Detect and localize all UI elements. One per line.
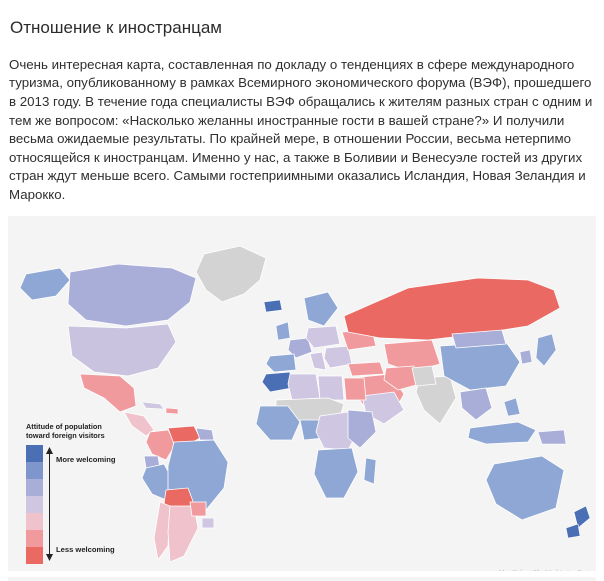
country-iberia xyxy=(266,354,296,372)
country-madagascar xyxy=(364,458,376,484)
legend-label-more-welcoming: More welcoming xyxy=(56,454,116,464)
country-uruguay xyxy=(202,518,214,528)
country-southern-africa xyxy=(314,448,358,498)
country-hispaniola xyxy=(166,408,178,414)
legend-title: Attitude of population toward foreign visitors xyxy=(26,421,105,440)
country-scandinavia xyxy=(304,292,338,326)
legend-swatch-5 xyxy=(26,513,43,530)
legend-swatch-2 xyxy=(26,462,43,479)
country-japan xyxy=(536,334,556,366)
country-united-states xyxy=(68,324,176,376)
legend-body xyxy=(26,445,138,563)
article-body xyxy=(0,56,604,205)
country-paraguay xyxy=(190,502,206,516)
country-egypt xyxy=(344,378,366,400)
country-germany-poland xyxy=(306,326,340,348)
country-morocco xyxy=(262,372,292,392)
country-alaska xyxy=(20,268,70,300)
country-korea xyxy=(520,350,532,364)
world-map[interactable] xyxy=(8,216,596,581)
country-indonesia xyxy=(468,422,536,444)
legend-swatch-3 xyxy=(26,479,43,496)
country-pakistan xyxy=(412,366,436,386)
country-papua-new-guinea xyxy=(538,430,566,444)
country-turkey xyxy=(348,362,384,376)
country-australia xyxy=(486,456,564,520)
legend-swatch-1 xyxy=(26,445,43,462)
country-united-kingdom xyxy=(276,322,290,340)
legend-arrow-icon xyxy=(46,447,53,561)
country-philippines xyxy=(504,398,520,416)
country-iceland xyxy=(264,300,282,312)
country-russia xyxy=(344,278,560,340)
country-libya xyxy=(318,376,344,400)
article-paragraph: Очень интересная карта, составленная по докладу о тенденциях в сфере международного туризма, опубликованному в рамках Всемирного экономического форума (ВЭФ), прошедшего в 2013 году. В течение года специалисты ВЭФ обращались к жителям разных стран с одним и тем же вопросом: «Насколько желанны иностранные гости в вашей стране?» И получили весьма ожидаемые результаты. По крайней мере, в отношении России, весьма нетерпимо относящейся к иностранцам. Именно у нас, а также в Боливии и Венесуэле гостей из других стран ждут меньше всего. Самыми гостеприимными оказались Исландия, Новая Зеландия и Марокко. xyxy=(9,56,593,202)
legend-swatch-6 xyxy=(26,530,43,547)
country-southeast-asia xyxy=(460,388,492,420)
page-title: Отношение к иностранцам xyxy=(10,18,222,38)
country-mexico xyxy=(80,374,136,412)
country-new-zealand-south xyxy=(566,524,580,538)
page-bottom-spacer xyxy=(0,571,604,577)
country-greenland xyxy=(196,246,266,302)
page-root xyxy=(0,11,604,577)
map-legend xyxy=(26,422,138,563)
country-italy xyxy=(310,352,326,370)
legend-swatches xyxy=(26,445,43,564)
country-chile xyxy=(154,502,170,560)
country-cuba xyxy=(142,402,164,409)
legend-swatch-7 xyxy=(26,547,43,564)
country-algeria xyxy=(288,374,320,400)
country-canada xyxy=(68,264,196,326)
legend-swatch-4 xyxy=(26,496,43,513)
legend-label-less-welcoming: Less welcoming xyxy=(56,544,115,554)
